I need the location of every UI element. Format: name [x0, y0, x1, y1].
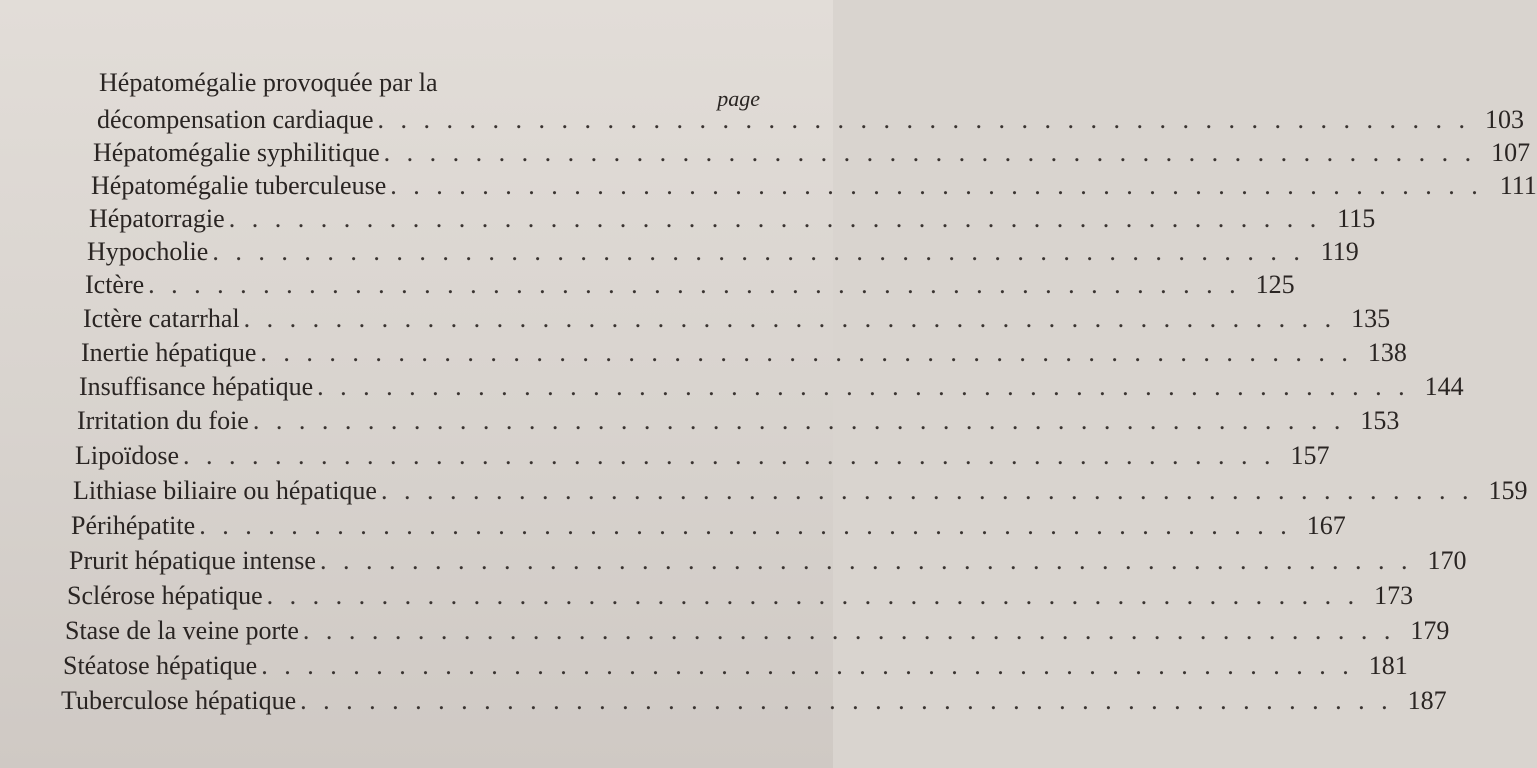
leader-dots: . . . . . . . . . . . . . . . . . . . . . . . . . . . . . . . . . . . . . . . . . . . . . . . . [212, 237, 1305, 266]
index-entry [83, 300, 1391, 334]
entry-label: Prurit hépatique intense [69, 546, 316, 575]
entry-page-number: 111 [1499, 171, 1537, 200]
index-entry [85, 266, 1295, 300]
entry-label: Périhépatite [71, 511, 196, 540]
entry-label: Lithiase biliaire ou hépatique [73, 476, 377, 505]
entry-page-number: 135 [1351, 304, 1391, 333]
entry-page-number: 103 [1485, 105, 1524, 134]
index-entry-first-line: Hépatomégalie provoquée par la [99, 68, 438, 97]
leader-dots: . . . . . . . . . . . . . . . . . . . . . . . . . . . . . . . . . . . . . . . . . . . . . . . . [390, 171, 1483, 200]
leader-dots: . . . . . . . . . . . . . . . . . . . . . . . . . . . . . . . . . . . . . . . . . . . . . . . . [302, 616, 1396, 645]
leader-dots: . . . . . . . . . . . . . . . . . . . . . . . . . . . . . . . . . . . . . . . . . . . . . . . . [260, 338, 1353, 367]
entry-page-number: 144 [1424, 372, 1464, 401]
entry-page-number: 125 [1255, 270, 1295, 299]
leader-dots: . . . . . . . . . . . . . . . . . . . . . . . . . . . . . . . . . . . . . . . . . . . . . . . . [300, 686, 1393, 715]
entry-label: Ictère [85, 270, 145, 299]
entry-page-number: 170 [1427, 546, 1467, 575]
page-column-header: page [717, 86, 760, 111]
entry-label: Stéatose hépatique [63, 651, 258, 680]
index-entry [67, 577, 1414, 611]
leader-dots: . . . . . . . . . . . . . . . . . . . . . . . . . . . . . . . . . . . . . . . . . . . . . . . . [183, 441, 1276, 470]
index-entry [63, 647, 1408, 681]
entry-page-number: 115 [1337, 204, 1376, 233]
index-entry [87, 233, 1359, 267]
entry-page-number: 167 [1306, 511, 1346, 540]
entry-label: décompensation cardiaque [97, 105, 374, 134]
entry-label: Hépatorragie [89, 204, 225, 233]
entry-label: Hépatomégalie syphilitique [93, 138, 380, 167]
index-entry [81, 334, 1407, 368]
entry-label: Tuberculose hépatique [61, 686, 297, 715]
leader-dots: . . . . . . . . . . . . . . . . . . . . . . . . . . . . . . . . . . . . . . . . . . . . . . . . [261, 651, 1354, 680]
entry-label: Lipoïdose [75, 441, 179, 470]
index-entry [65, 612, 1450, 646]
index-entry [69, 542, 1467, 576]
index-entry [77, 402, 1400, 436]
leader-dots: . . . . . . . . . . . . . . . . . . . . . . . . . . . . . . . . . . . . . . . . . . . . . . . . [148, 270, 1241, 299]
entry-label: Hypocholie [87, 237, 209, 266]
entry-label: Sclérose hépatique [67, 581, 263, 610]
leader-dots: . . . . . . . . . . . . . . . . . . . . . . . . . . . . . . . . . . . . . . . . . . . . . . . . [383, 138, 1477, 167]
index-entry [91, 167, 1537, 201]
entry-page-number: 157 [1290, 441, 1330, 470]
leader-dots: . . . . . . . . . . . . . . . . . . . . . . . . . . . . . . . . . . . . . . . . . . . . . . . . [228, 204, 1322, 233]
entry-page-number: 187 [1407, 686, 1447, 715]
entry-page-number: 179 [1410, 616, 1450, 645]
entry-page-number: 138 [1367, 338, 1407, 367]
entry-label: Inertie hépatique [81, 338, 257, 367]
entry-page-number: 153 [1360, 406, 1400, 435]
leader-dots: . . . . . . . . . . . . . . . . . . . . . . . . . . . . . . . . . . . . . . . . . . . . . . . . [252, 406, 1346, 435]
entry-label: Ictère catarrhal [83, 304, 240, 333]
leader-dots: . . . . . . . . . . . . . . . . . . . . . . . . . . . . . . . . . . . . . . . . . . . . . . . . [243, 304, 1337, 333]
leader-dots: . . . . . . . . . . . . . . . . . . . . . . . . . . . . . . . . . . . . . . . . . . . . . . . . [319, 546, 1413, 575]
index-entry [79, 368, 1464, 402]
index-entry [75, 437, 1330, 471]
index-entry [97, 101, 1524, 135]
entry-label: Irritation du foie [77, 406, 249, 435]
entry-label: Hépatomégalie tuberculeuse [91, 171, 387, 200]
leader-dots: . . . . . . . . . . . . . . . . . . . . . . . . . . . . . . . . . . . . . . . . . . . . . . . . [317, 372, 1410, 401]
leader-dots: . . . . . . . . . . . . . . . . . . . . . . . . . . . . . . . . . . . . . . . . . . . . . . . . [380, 476, 1474, 505]
entry-page-number: 107 [1491, 138, 1531, 167]
entry-page-number: 181 [1368, 651, 1408, 680]
index-entry [61, 682, 1447, 716]
entry-page-number: 119 [1320, 237, 1359, 266]
index-entry [93, 134, 1531, 168]
entry-page-number: 159 [1488, 476, 1528, 505]
entry-page-number: 173 [1374, 581, 1414, 610]
leader-dots: . . . . . . . . . . . . . . . . . . . . . . . . . . . . . . . . . . . . . . . . . . . . . . . . [377, 105, 1470, 134]
index-entry [71, 507, 1346, 541]
leader-dots: . . . . . . . . . . . . . . . . . . . . . . . . . . . . . . . . . . . . . . . . . . . . . . . . [266, 581, 1360, 610]
index-entry [73, 472, 1528, 506]
entry-label: Stase de la veine porte [65, 616, 299, 645]
leader-dots: . . . . . . . . . . . . . . . . . . . . . . . . . . . . . . . . . . . . . . . . . . . . . . . . [199, 511, 1292, 540]
entry-label: Insuffisance hépatique [79, 372, 314, 401]
index-entry [89, 200, 1376, 234]
